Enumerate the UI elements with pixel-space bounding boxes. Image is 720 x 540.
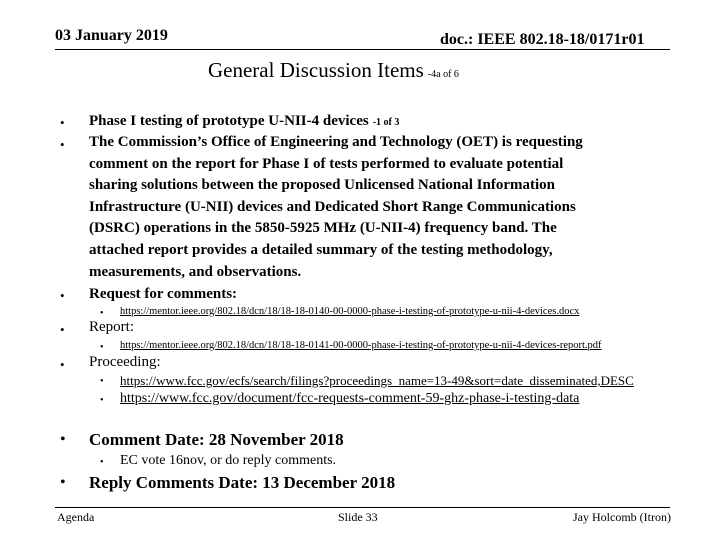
proceeding-link-ecfs[interactable]: https://www.fcc.gov/ecfs/search/filings?proceedings_name=13-49&sort=date_disseminated,DESC bbox=[120, 373, 634, 388]
footer-rule bbox=[55, 507, 670, 508]
sub-bullet-dot: • bbox=[100, 342, 104, 353]
sub-bullet-dot: • bbox=[100, 376, 104, 387]
proceeding-link-document[interactable]: https://www.fcc.gov/document/fcc-requests-comment-59-ghz-phase-i-testing-data bbox=[120, 391, 580, 406]
paragraph-line: comment on the report for Phase I of tests performed to evaluate potential bbox=[89, 155, 564, 172]
header-date: 03 January 2019 bbox=[55, 27, 168, 44]
report-link[interactable]: https://mentor.ieee.org/802.18/dcn/18/18-18-0141-00-0000-phase-i-testing-of-prototype-u-nii-4-devices-report.pdf bbox=[120, 340, 602, 351]
paragraph-line: The Commission’s Office of Engineering and Technology (OET) is requesting bbox=[89, 134, 583, 150]
slide-title-suffix: -4a of 6 bbox=[427, 69, 459, 80]
ec-vote-note: EC vote 16nov, or do reply comments. bbox=[120, 453, 337, 468]
header-doc-id: doc.: IEEE 802.18-18/0171r01 bbox=[440, 31, 645, 48]
phase1-heading bbox=[89, 111, 399, 134]
report-label: Report: bbox=[89, 319, 134, 335]
sub-bullet-dot: • bbox=[100, 457, 104, 468]
bullet-dot: • bbox=[60, 115, 65, 130]
header-rule bbox=[55, 49, 670, 50]
paragraph-line: attached report provides a detailed summary of the testing methodology, bbox=[89, 241, 553, 258]
phase1-heading-text: Phase I testing of prototype U-NII-4 devices bbox=[89, 113, 369, 129]
paragraph-line: measurements, and observations. bbox=[89, 263, 302, 280]
bullet-dot: • bbox=[60, 322, 65, 337]
paragraph-line: (DSRC) operations in the 5850-5925 MHz (U-NII-4) frequency band. The bbox=[89, 220, 557, 237]
request-label: Request for comments: bbox=[89, 286, 238, 302]
comment-date: Comment Date: 28 November 2018 bbox=[89, 430, 344, 449]
bullet-dot: • bbox=[60, 357, 65, 372]
footer-author: Jay Holcomb (Itron) bbox=[573, 510, 671, 524]
bullet-dot: • bbox=[60, 288, 65, 303]
slide-title-main: General Discussion Items bbox=[208, 58, 424, 82]
proceeding-label: Proceeding: bbox=[89, 354, 161, 370]
sub-bullet-dot: • bbox=[100, 395, 104, 406]
phase1-heading-suffix: -1 of 3 bbox=[372, 117, 400, 128]
description-paragraph bbox=[89, 132, 689, 283]
paragraph-line: sharing solutions between the proposed Unlicensed National Information bbox=[89, 177, 556, 194]
bullet-dot: • bbox=[60, 137, 65, 152]
sub-bullet-dot: • bbox=[100, 308, 104, 319]
bullet-dot: • bbox=[60, 431, 66, 448]
bullet-dot: • bbox=[60, 474, 66, 491]
paragraph-line: Infrastructure (U-NII) devices and Dedicated Short Range Communications bbox=[89, 198, 576, 215]
reply-comments-date: Reply Comments Date: 13 December 2018 bbox=[89, 473, 396, 492]
footer-slide-number: Slide 33 bbox=[338, 510, 378, 524]
request-link[interactable]: https://mentor.ieee.org/802.18/dcn/18/18-18-0140-00-0000-phase-i-testing-of-prototype-u-nii-4-devices.docx bbox=[120, 306, 580, 317]
slide-title bbox=[208, 58, 459, 83]
footer-left: Agenda bbox=[57, 510, 95, 524]
